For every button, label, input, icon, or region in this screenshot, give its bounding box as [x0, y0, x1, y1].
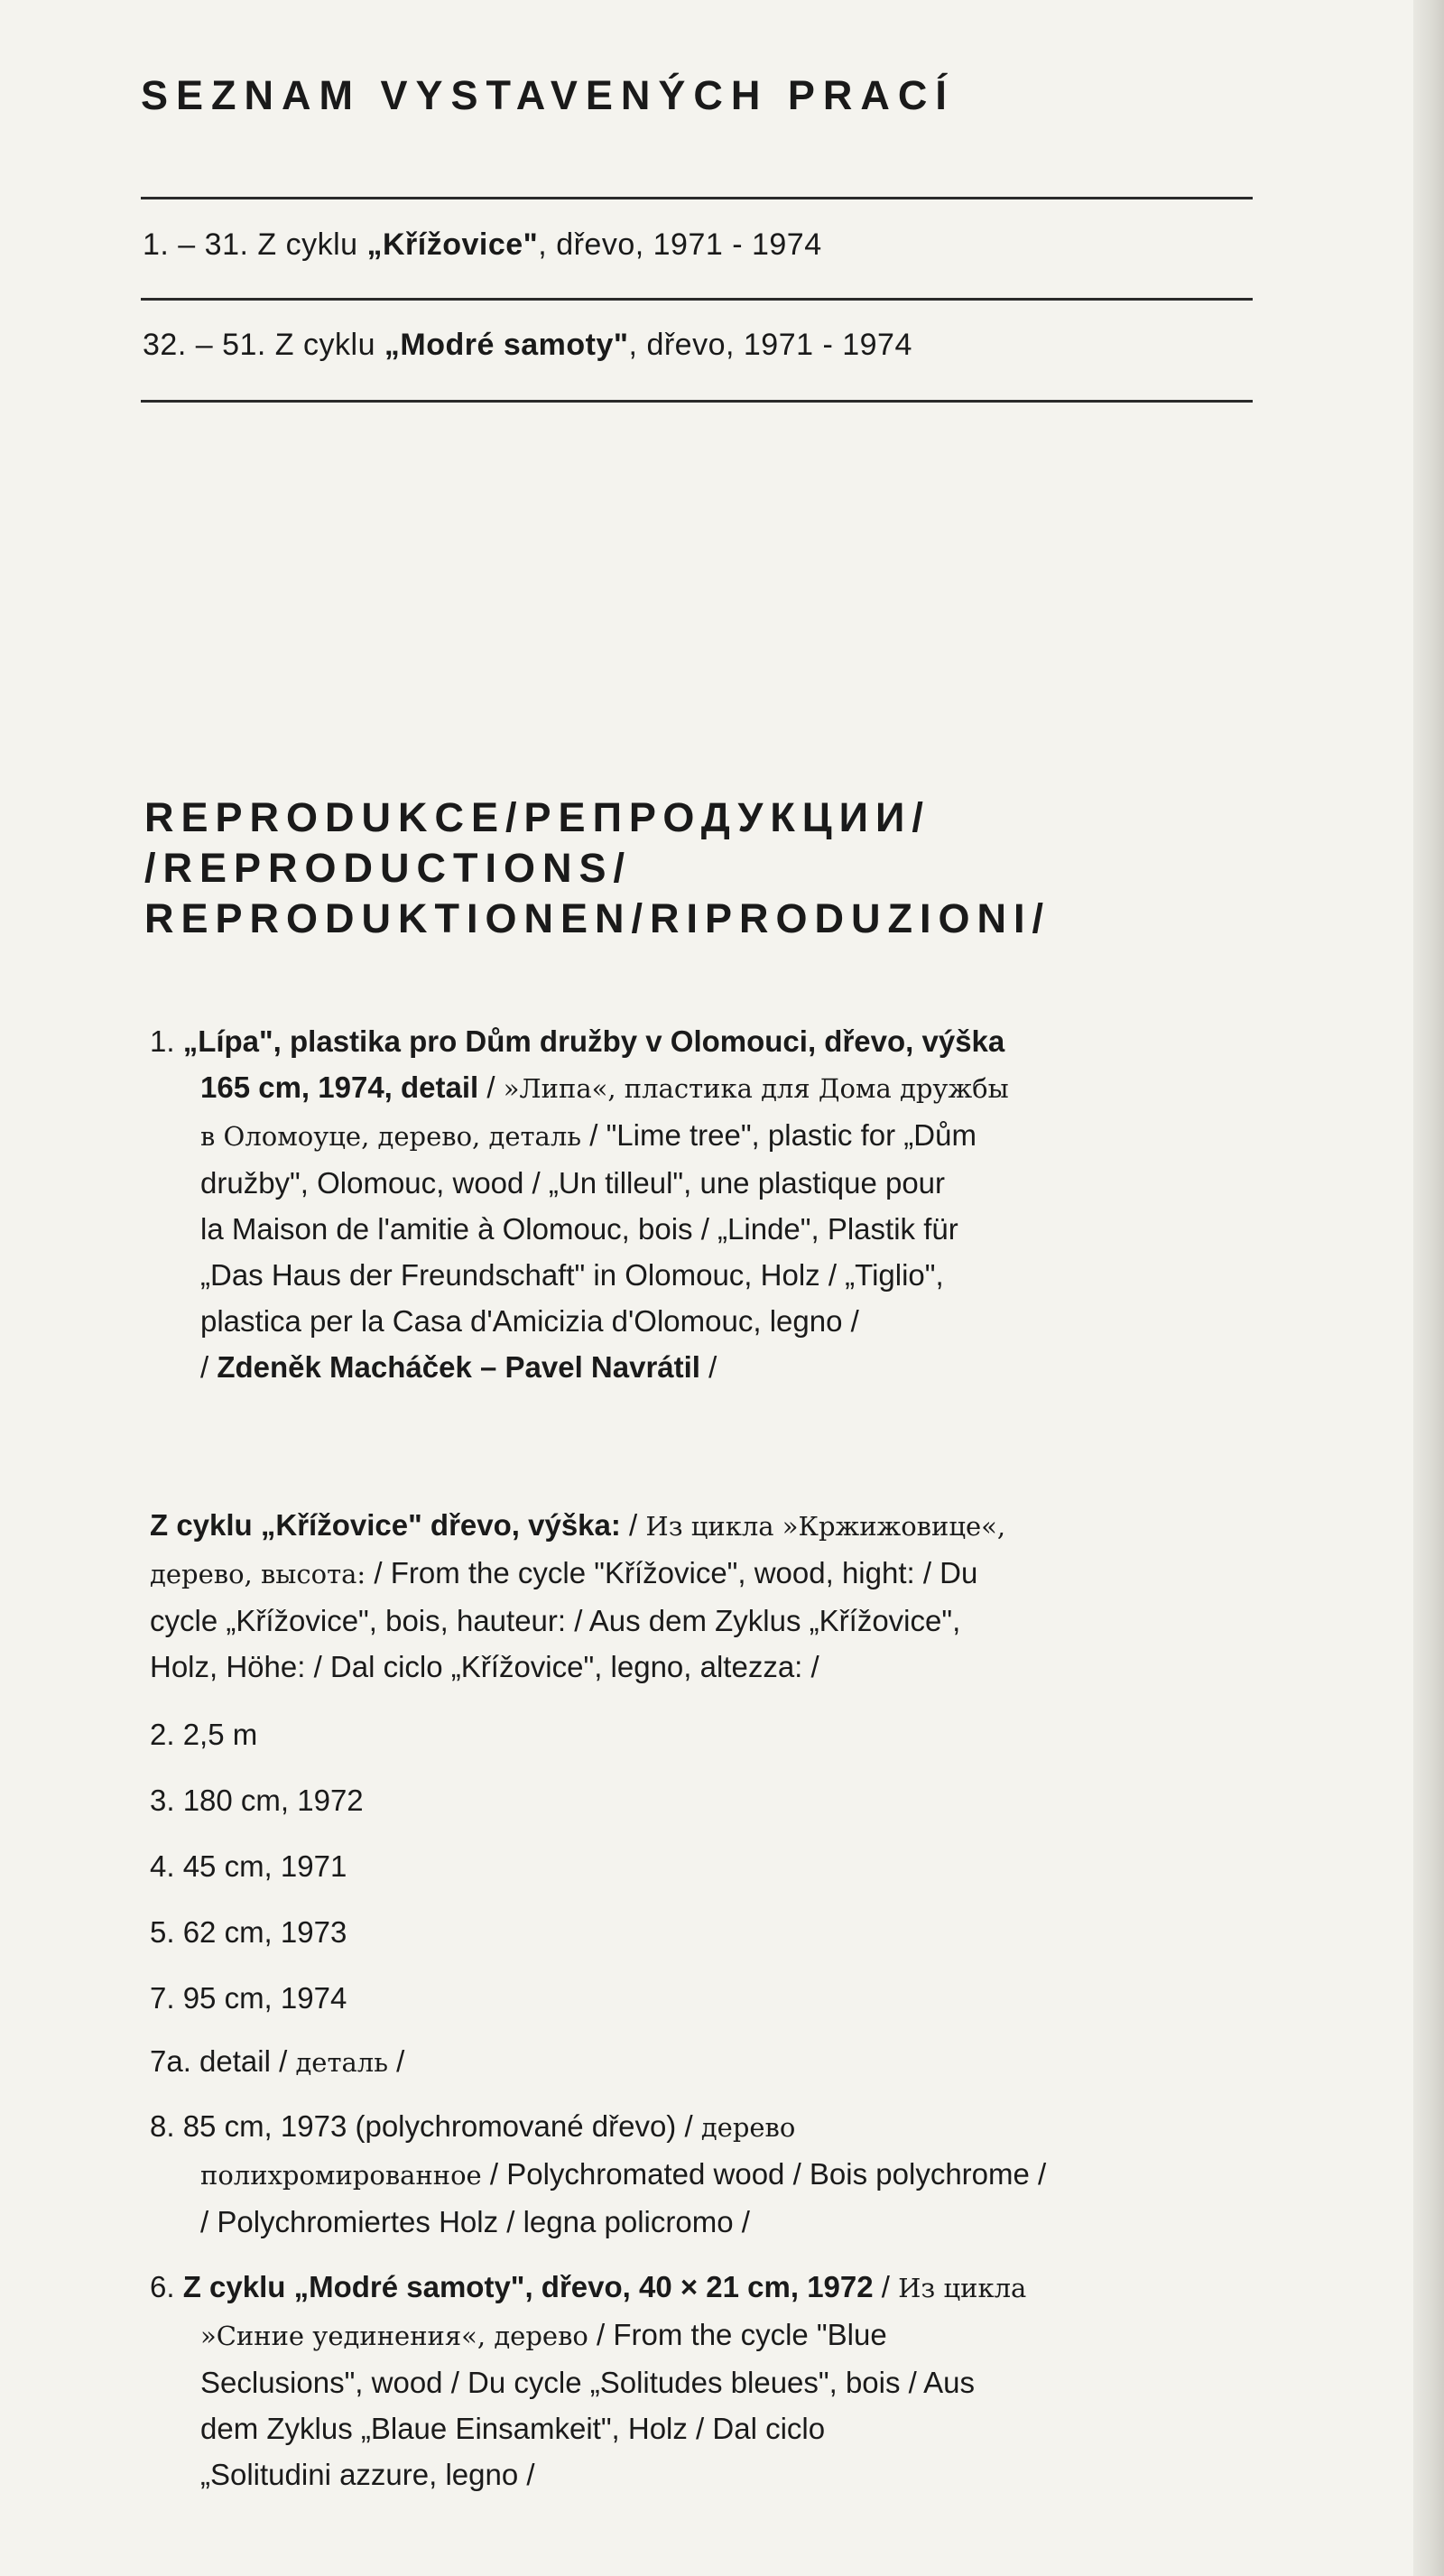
- entry-title: Z cyklu „Modré samoty", dřevo, 40 × 21 cm, 1972: [182, 2270, 874, 2303]
- list-item-8: [150, 2103, 1046, 2245]
- item-text: / Polychromated wood / Bois polychrome /: [481, 2157, 1047, 2191]
- divider: [141, 400, 1253, 403]
- divider: [141, 197, 1253, 199]
- row-cycle: „Modré samoty": [384, 328, 629, 362]
- item-text: 7a. detail /: [150, 2044, 296, 2078]
- row-range: 1. – 31.: [143, 227, 249, 262]
- entry-1: [150, 1018, 1009, 1390]
- list-item: 3. 180 cm, 1972: [150, 1784, 364, 1817]
- row-prefix: Z cyklu: [274, 328, 384, 362]
- page-spine-edge: [1413, 0, 1444, 2576]
- list-item: 2. 2,5 m: [150, 1718, 258, 1751]
- list-item: 4. 45 cm, 1971: [150, 1849, 347, 1883]
- row-cycle: „Křížovice": [366, 227, 539, 262]
- russian-text: дерево, высота:: [150, 1559, 366, 1589]
- entry-text: / "Lime tree", plastic for „Dům: [581, 1118, 977, 1152]
- item-text: / Polychromiertes Holz / legna policromo /: [200, 2205, 750, 2238]
- russian-text: »Липа«, пластика для Дома дружбы: [503, 1073, 1009, 1104]
- russian-text: дерево: [700, 2112, 796, 2143]
- separator: /: [388, 2044, 405, 2078]
- exhibited-works-heading: SEZNAM VYSTAVENÝCH PRACÍ: [141, 72, 955, 118]
- separator: /: [699, 1350, 717, 1384]
- heading-line: /REPRODUCTIONS/: [144, 845, 633, 891]
- row-suffix: , dřevo, 1971 - 1974: [628, 328, 912, 362]
- entry-text: družby", Olomouc, wood / „Un tilleul", une plastique pour: [200, 1166, 946, 1200]
- separator: /: [873, 2270, 899, 2303]
- entry-text: la Maison de l'amitie à Olomouc, bois / „Linde", Plastik für: [200, 1212, 958, 1246]
- entry-text: cycle „Křížovice", bois, hauteur: / Aus dem Zyklus „Křížovice",: [150, 1604, 961, 1637]
- divider: [141, 298, 1253, 301]
- separator: /: [478, 1070, 504, 1104]
- entry-text: Holz, Höhe: / Dal ciclo „Křížovice", legno, altezza: /: [150, 1650, 819, 1683]
- list-item: 5. 62 cm, 1973: [150, 1915, 347, 1949]
- entry-number: 1.: [150, 1024, 175, 1058]
- reproductions-heading: [144, 792, 1051, 944]
- entry-text: Seclusions", wood / Du cycle „Solitudes bleues", bois / Aus: [200, 2366, 976, 2399]
- item-text: 8. 85 cm, 1973 (polychromované dřevo) /: [150, 2109, 701, 2143]
- list-item-7a: [150, 2044, 404, 2079]
- russian-text: полихромированное: [200, 2160, 482, 2191]
- entry-title-cont: 165 cm, 1974, detail: [200, 1070, 479, 1104]
- russian-text: Из цикла: [898, 2273, 1027, 2303]
- exhibited-row-2: [143, 328, 912, 363]
- russian-text: в Оломоуце, дерево, деталь: [200, 1121, 582, 1152]
- entry-text: / From the cycle "Křížovice", wood, hight: / Du: [366, 1556, 978, 1589]
- entry-text: dem Zyklus „Blaue Einsamkeit", Holz / Dal ciclo: [200, 2412, 826, 2445]
- cycle-krizovice-block: [150, 1502, 1005, 1690]
- row-range: 32. – 51.: [143, 328, 266, 362]
- separator: /: [200, 1350, 218, 1384]
- russian-text: Из цикла »Кржижовице«,: [645, 1511, 1006, 1542]
- entry-text: „Das Haus der Freundschaft" in Olomouc, Holz / „Tiglio",: [200, 1258, 944, 1292]
- cycle-title: Z cyklu „Křížovice" dřevo, výška:: [150, 1508, 621, 1542]
- row-prefix: Z cyklu: [257, 227, 367, 262]
- entry-6: [150, 2264, 1026, 2497]
- separator: /: [620, 1508, 646, 1542]
- row-suffix: , dřevo, 1971 - 1974: [538, 227, 822, 262]
- entry-title: „Lípa", plastika pro Dům družby v Olomouci, dřevo, výška: [182, 1024, 1005, 1058]
- entry-text: / From the cycle "Blue: [588, 2318, 887, 2351]
- heading-line: REPRODUKCE/РЕПРОДУКЦИИ/: [144, 794, 930, 840]
- entry-text: plastica per la Casa d'Amicizia d'Olomouc, legno /: [200, 1304, 859, 1338]
- russian-text: деталь: [295, 2047, 389, 2078]
- list-item: 7. 95 cm, 1974: [150, 1981, 347, 2015]
- entry-number: 6.: [150, 2270, 175, 2303]
- russian-text: »Синие уединения«, дерево: [200, 2321, 588, 2351]
- exhibited-row-1: [143, 227, 822, 263]
- entry-text: „Solitudini azzure, legno /: [200, 2458, 535, 2491]
- authors: Zdeněk Macháček – Pavel Navrátil: [217, 1350, 700, 1384]
- heading-line: REPRODUKTIONEN/RIPRODUZIONI/: [144, 895, 1051, 941]
